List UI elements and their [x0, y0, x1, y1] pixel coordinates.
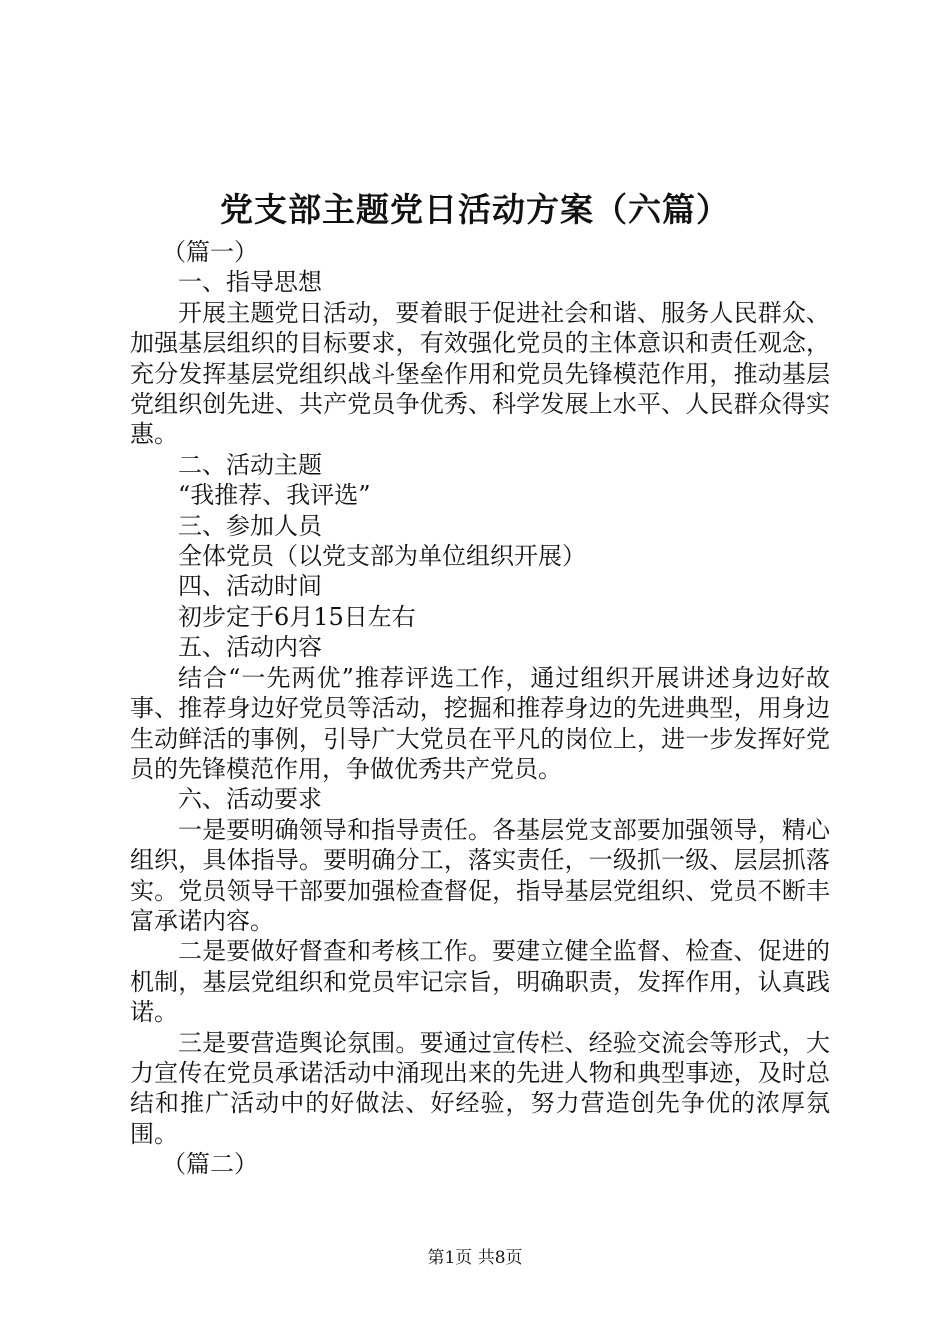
paragraph: 二、活动主题: [178, 450, 322, 479]
paragraph: 全体党员（以党支部为单位组织开展）: [178, 542, 586, 571]
paragraph: （篇二）: [162, 1150, 258, 1179]
page-footer: 第1页 共8页: [427, 1248, 523, 1268]
paragraph: 六、活动要求: [178, 785, 322, 814]
document-title: 党支部主题党日活动方案（六篇）: [220, 190, 730, 229]
paragraph: 四、活动时间: [178, 572, 322, 601]
paragraph: 三是要营造舆论氛围。要通过宣传栏、经验交流会等形式，大力宣传在党员承诺活动中涌现出来的先进人物和典型事迹，及时总结和推广活动中的好做法、好经验，努力营造创先争优的浓厚氛围。: [130, 1028, 830, 1148]
paragraph: 一、指导思想: [178, 268, 322, 297]
paragraph: 二是要做好督查和考核工作。要建立健全监督、检查、促进的机制，基层党组织和党员牢记宗旨，明确职责，发挥作用，认真践诺。: [130, 937, 830, 1027]
paragraph: 结合“一先两优”推荐评选工作，通过组织开展讲述身边好故事、推荐身边好党员等活动，挖掘和推荐身边的先进典型，用身边生动鲜活的事例，引导广大党员在平凡的岗位上，进一步发挥好党员的先锋模范作用，争做优秀共产党员。: [130, 663, 830, 783]
paragraph: 开展主题党日活动，要着眼于促进社会和谐、服务人民群众、加强基层组织的目标要求，有效强化党员的主体意识和责任观念，充分发挥基层党组织战斗堡垒作用和党员先锋模范作用，推动基层党组织创先进、共产党员争优秀、科学发展上水平、人民群众得实惠。: [130, 298, 830, 449]
document-body: [130, 237, 830, 1180]
paragraph: 五、活动内容: [178, 633, 322, 662]
paragraph: 一是要明确领导和指导责任。各基层党支部要加强领导，精心组织，具体指导。要明确分工，落实责任，一级抓一级、层层抓落实。党员领导干部要加强检查督促，指导基层党组织、党员不断丰富承诺内容。: [130, 815, 830, 935]
paragraph: 初步定于6月15日左右: [178, 602, 416, 631]
paragraph: “我推荐、我评选”: [178, 481, 371, 510]
paragraph: （篇一）: [162, 238, 258, 266]
paragraph: 三、参加人员: [178, 511, 322, 540]
